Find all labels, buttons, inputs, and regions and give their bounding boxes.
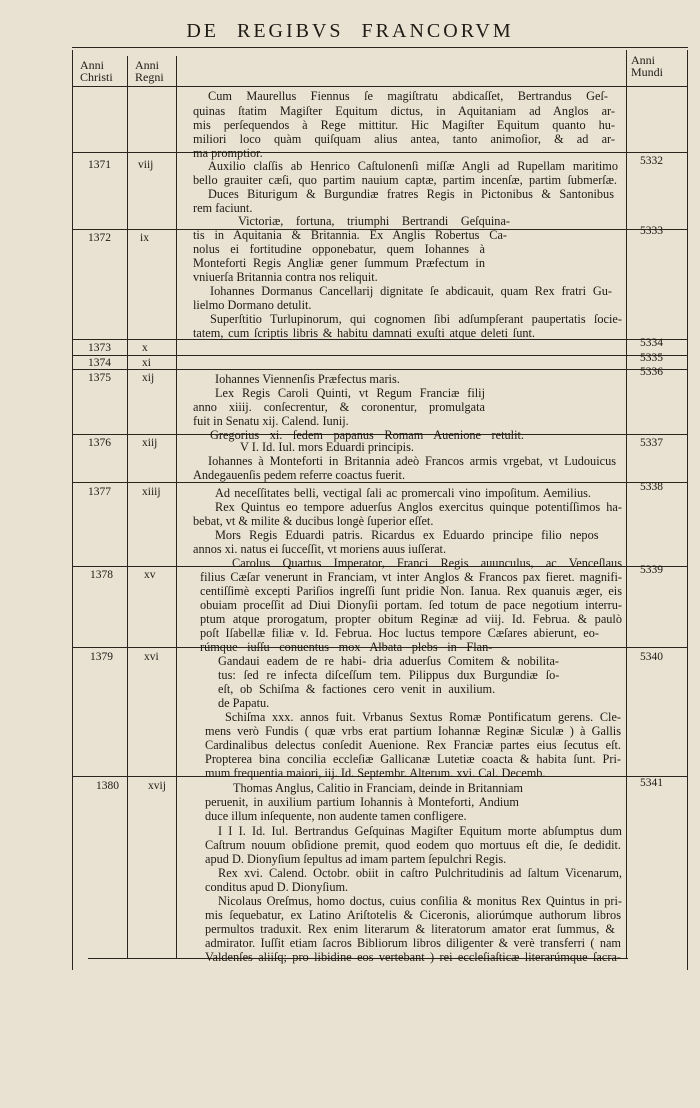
text-line: Schiſma xxx. annos fuit. Vrbanus Sextus Romæ Pontificatum gerens. Cle- <box>225 710 621 724</box>
text-line: tatem, cum ſcriptis libris & habitu damnati exuſti atque deleti ſunt. <box>193 326 535 340</box>
text-line: mum frequentia maiori, iij. Id. Septembr. Alterum. xvi. Cal. Decemb. <box>205 766 546 780</box>
anno-regni: x <box>142 342 148 354</box>
anno-regni: xvij <box>148 780 166 792</box>
text-line: Iohannes Dormanus Cancellarij dignitate ſe abdicauit, quam Rex fratri Gu- <box>210 284 612 298</box>
text-line: eſt, ob Schiſma & factiones cero venit in auxilium. <box>218 682 496 696</box>
anno-mundi: 5338 <box>640 481 663 493</box>
text-line: Gandaui eadem de re habi- dria aduerſus Comitem & nobilita- <box>218 654 560 668</box>
text-line: nolus ei fortitudine opponebatur, quem Iohannes à <box>193 242 485 256</box>
text-line: fuit in Senatu xij. Calend. Iunij. <box>193 414 349 428</box>
text-line: tus: ſed re infecta diſceſſum tem. Pilippus dux Burgundiæ ſo- <box>218 668 560 682</box>
text-line: tis in Aquitania & Britannia. Ex Anglis Robertus Ca- <box>193 228 507 242</box>
text-line: Lex Regis Caroli Quinti, vt Regum Franciæ filij <box>215 386 485 400</box>
header-anni-mundi: Anni Mundi <box>631 53 664 79</box>
text-line: V I. Id. Iul. mors Eduardi principis. <box>240 440 414 454</box>
anno-regni: viij <box>138 159 154 171</box>
anno-christi: 1374 <box>88 357 111 369</box>
text-line: poſt Iſabellæ filiæ v. Id. Februa. Hoc luctus tempore Cæſares abierunt, eo- <box>200 626 600 640</box>
anno-mundi: 5332 <box>640 155 663 167</box>
text-line: Andegauenſis pedem referre coactus fuerit. <box>193 468 406 482</box>
text-line: Gregorius xi. ſedem papanus Romam Auenione retulit. <box>210 428 524 442</box>
text-line: admirator. Iuſſit etiam ſacros Bibliorum libros diligenter & verè transferri ( nam <box>205 936 621 950</box>
anno-mundi: 5334 <box>640 337 663 349</box>
text-line: vniuerſa Britannia contra nos reliquit. <box>193 270 378 284</box>
text-line: Mors Regis Eduardi patris. Ricardus ex Eduardo principe filio nepos <box>215 528 599 542</box>
anno-mundi: 5341 <box>640 777 663 789</box>
text-line: rem faciunt. <box>193 201 253 215</box>
text-line: conditus apud D. Dionyſium. <box>205 880 349 894</box>
text-line: Victoriæ, fortuna, triumphi Bertrandi Geſquina- <box>238 214 510 228</box>
text-line: Carolus Quartus Imperator, Franci Regis auunculus, ac Venceſlaus <box>232 556 622 570</box>
text-line: Monteforti Regis Angliæ gener ſummum Præfectum in <box>193 256 485 270</box>
text-line: centiſſimè excepti Pariſios ingreſſi ſunt pridie Non. Ianua. Rex quanuis æger, eis <box>200 584 622 598</box>
text-line: Ad neceſſitates belli, vectigal ſali ac promercali vino impoſitum. Aemilius. <box>215 486 591 500</box>
text-line: mis ſequebatur, ex Latino Ariſtotelis & Ciceronis, aliorúmque authorum libros <box>205 908 621 922</box>
text-line: ptum atque prorogatum, propter obitum Reginæ ad viij. Id. Februa. & paulò <box>200 612 622 626</box>
text-line: I I I. Id. Iul. Bertrandus Geſquinas Magiſter Equitum morte abſumptus dum <box>218 824 622 838</box>
top-rule <box>72 47 688 48</box>
text-line: Superſtitio Turlupinorum, qui cognomen ſibi adſumpſerant paupertatis ſocie- <box>210 312 622 326</box>
row-rule <box>72 482 688 483</box>
column-separator-regni <box>176 56 177 958</box>
anno-regni: xij <box>142 372 155 384</box>
text-line: permultos traduxit. Rex enim literarum & literatorum amator erat ſummus, & <box>205 922 615 936</box>
text-line: de Papatu. <box>218 696 270 710</box>
anno-christi: 1371 <box>88 159 111 171</box>
header-anni-regni: Anni Regni <box>135 58 164 84</box>
row-rule <box>72 152 688 153</box>
anno-regni: xiiij <box>142 486 161 498</box>
text-line: annos xi. natus ei ſucceſſit, vt moriens auus iuſſerat. <box>193 542 447 556</box>
anno-christi: 1373 <box>88 342 111 354</box>
text-line: Duces Biturigum & Burgundiæ fratres Regis in Pictonibus & Santonibus <box>208 187 614 201</box>
text-line: Iohannes à Monteforti in Britannia adeò Francos armis vrgebat, vt Ludouicus <box>208 454 616 468</box>
text-line: Nicolaus Oreſmus, homo doctus, cuius conſilia & monitus Rex Quintus in pri- <box>218 894 622 908</box>
text-line: mens verò Fundis ( quæ vrbs erat partium Iohannæ Reginæ Siculæ ) à Gallis <box>205 724 621 738</box>
anno-regni: xi <box>142 357 151 369</box>
text-line: apud D. Dionyſium ſepultus ad imam partem ſepulchri Regis. <box>205 852 507 866</box>
anno-regni: xiij <box>142 437 158 449</box>
text-line: quinas ſtatim Magiſter Equitum dictus, in Aquitaniam ad Anglos ar- <box>193 104 615 118</box>
anno-christi: 1376 <box>88 437 111 449</box>
column-separator-mundi <box>626 50 627 958</box>
text-line: Cum Maurellus Fiennus ſe magiſtratu abdicaſſet, Bertrandus Geſ- <box>208 89 608 103</box>
text-line: rúmque iuſſu conuentus mox Albata plebs in Flan- <box>200 640 493 654</box>
text-line: ma promptior. <box>193 146 263 160</box>
anno-christi: 1378 <box>90 569 113 581</box>
anno-christi: 1379 <box>90 651 113 663</box>
text-line: Rex Quintus eo tempore aduerſus Anglos exercitus quinque potentiſſimos ha- <box>215 500 622 514</box>
anno-regni: xv <box>144 569 156 581</box>
text-line: anno xiiij. conſecrentur, & coronentur, promulgata <box>193 400 485 414</box>
text-line: lielmo Dormano detulit. <box>193 298 312 312</box>
anno-christi: 1377 <box>88 486 111 498</box>
anno-mundi: 5336 <box>640 366 663 378</box>
anno-mundi: 5337 <box>640 437 663 449</box>
text-line: bebat, vt & milite & ducibus longè ſuperior eſſet. <box>193 514 434 528</box>
row-rule <box>72 369 688 370</box>
column-separator-christi <box>127 56 128 958</box>
text-line: duce illum inſequente, non audente tamen confligere. <box>205 809 467 823</box>
text-line: Rex xvi. Calend. Octobr. obiit in caſtro Pulchritudinis ad ſaltum Vicenarum, <box>218 866 622 880</box>
text-line: filius Cæſar venerunt in Franciam, vt inter Anglos & Francos pax fieret. magnifi- <box>200 570 622 584</box>
text-line: Caſtrum nouum obſidione premit, quod eodem quo mortuus eſt die, ſe dedidit. <box>205 838 621 852</box>
anno-regni: ix <box>140 232 149 244</box>
text-line: Iohannes Viennenſis Præfectus maris. <box>215 372 400 386</box>
anno-christi: 1372 <box>88 232 111 244</box>
text-line: Propterea bina concilia eccleſiæ Gallicanæ Lutetiæ coacta & habita ſunt. Pri- <box>205 752 621 766</box>
text-line: obuiam proceſſit ad Diui Dionyſii portam. ſed totum de pace negotium interru- <box>200 598 622 612</box>
text-line: bello grauiter cæſi, quo partim nauium captæ, partim incenſæ, partim ſubmerſæ. <box>193 173 617 187</box>
text-line: Auxilio claſſis ab Henrico Caſtulonenſi miſſæ Angli ad Rupellam maritimo <box>208 159 618 173</box>
anno-mundi: 5340 <box>640 651 663 663</box>
text-line: Thomas Anglus, Calitio in Franciam, deinde in Britanniam <box>233 781 523 795</box>
anno-regni: xvi <box>144 651 159 663</box>
text-line: Valdenſes aliiſq; pro libidine eos vertebant ) rei eccleſiaſticæ literarúmque ſacra- <box>205 950 621 964</box>
page-title: DE REGIBVS FRANCORVM <box>186 20 514 42</box>
anno-mundi: 5333 <box>640 225 663 237</box>
text-line: mis perſequendos à Rege mittitur. Hic Magiſter Equitum quanto hu- <box>193 118 615 132</box>
anno-mundi: 5335 <box>640 352 663 364</box>
anno-christi: 1375 <box>88 372 111 384</box>
text-line: miliori loco quàm quiſquam alius antea, tanto animoſior, & ad ar- <box>193 132 615 146</box>
header-anni-christi: Anni Christi <box>80 58 113 84</box>
row-rule <box>72 355 688 356</box>
text-line: Cardinalibus delectus conſedit Auenione. Rex Franciæ partes eius ſecutus eſt. <box>205 738 621 752</box>
text-line: peruenit, in auxilium partium Iohannis à Monteforti, Andium <box>205 795 519 809</box>
header-rule <box>72 86 688 87</box>
anno-christi: 1380 <box>96 780 119 792</box>
anno-mundi: 5339 <box>640 564 663 576</box>
